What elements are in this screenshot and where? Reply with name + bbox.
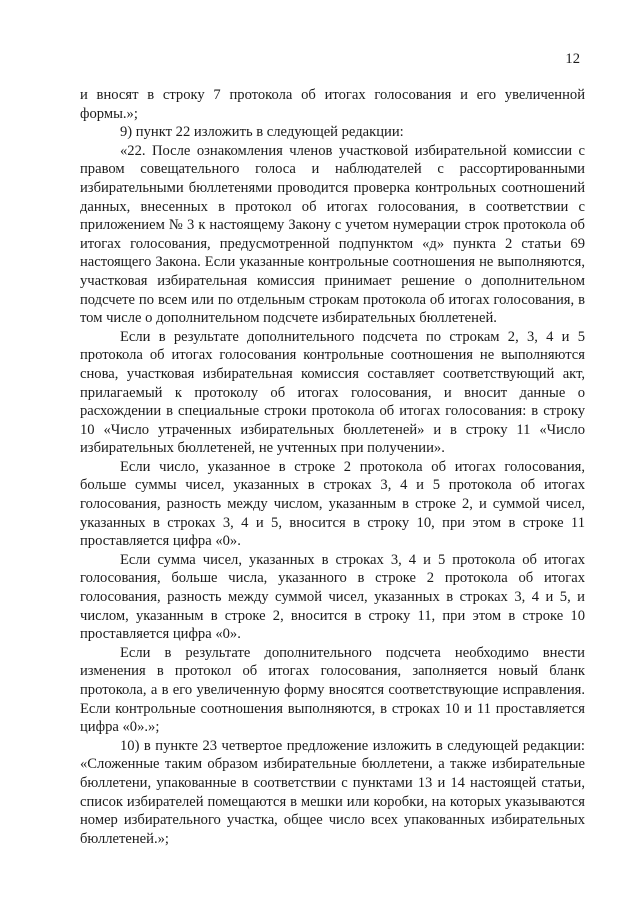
page-number: 12 — [565, 51, 580, 67]
paragraph-recount-discrepancy: Если в результате дополнительного подсчета по строкам 2, 3, 4 и 5 протокола об итогах голосования контрольные соотношения не выполняются снова, участковая избирательная комиссия составляет соответствующий акт, прилагаемый к протоколу об итогах голосования, и вносит данные о расхождении в специальные строки протокола об итогах голосования: в строку 10 «Число утраченных избирательных бюллетеней» и в строку 11 «Число избирательных бюллетеней, не учтенных при получении». — [80, 328, 585, 457]
paragraph-clause-22: «22. После ознакомления членов участковой избирательной комиссии с правом совещательного голоса и наблюдателей с рассортированными избирательными бюллетенями проводится проверка контрольных соотношений данных, внесенных в протокол об итогах голосования, в соответствии с приложением № 3 к настоящему Закону с учетом нумерации строк протокола об итогах голосования, предусмотренной подпунктом «д» пункта 2 статьи 69 настоящего Закона. Если указанные контрольные соотношения не выполняются, участковая избирательная комиссия принимает решение о дополнительном подсчете по всем или по отдельным строкам протокола об итогах голосования, в том числе о дополнительном подсчете избирательных бюллетеней. — [80, 142, 585, 327]
paragraph-item-9: 9) пункт 22 изложить в следующей редакции: — [120, 124, 404, 141]
paragraph-sum-greater: Если сумма чисел, указанных в строках 3, 4 и 5 протокола об итогах голосования, больше числа, указанного в строке 2 протокола об итогах голосования, разность между суммой чисел, указанных в строках 3, 4 и 5, и числом, указанным в строке 2, вносится в строку 11, при этом в строке 10 проставляется цифра «0». — [80, 551, 585, 643]
paragraph-item-10: 10) в пункте 23 четвертое предложение изложить в следующей редакции: «Сложенные таким образом избирательные бюллетени, а также избирательные бюллетени, упакованные в соответствии с пунктами 13 и 14 настоящей статьи, список избирателей помещаются в мешки или коробки, на которых указываются номер избирательного участка, общее число всех упакованных избирательных бюллетеней.»; — [80, 737, 585, 847]
paragraph-continuation: и вносят в строку 7 протокола об итогах голосования и его увеличенной формы.»; — [80, 87, 585, 122]
paragraph-line-2-greater: Если число, указанное в строке 2 протокола об итогах голосования, больше суммы чисел, указанных в строках 3, 4 и 5 протокола об итогах голосования, разность между числом, указанным в строке 2, и суммой чисел, указанных в строках 3, 4 и 5, вносится в строку 10, при этом в строке 11 проставляется цифра «0». — [80, 458, 585, 550]
paragraph-new-protocol-form: Если в результате дополнительного подсчета необходимо внести изменения в протокол об итогах голосования, заполняется новый бланк протокола, а в его увеличенную форму вносятся соответствующие исправления. Если контрольные соотношения выполняются, в строках 10 и 11 проставляется цифра «0».»; — [80, 644, 585, 736]
document-body — [80, 86, 585, 848]
